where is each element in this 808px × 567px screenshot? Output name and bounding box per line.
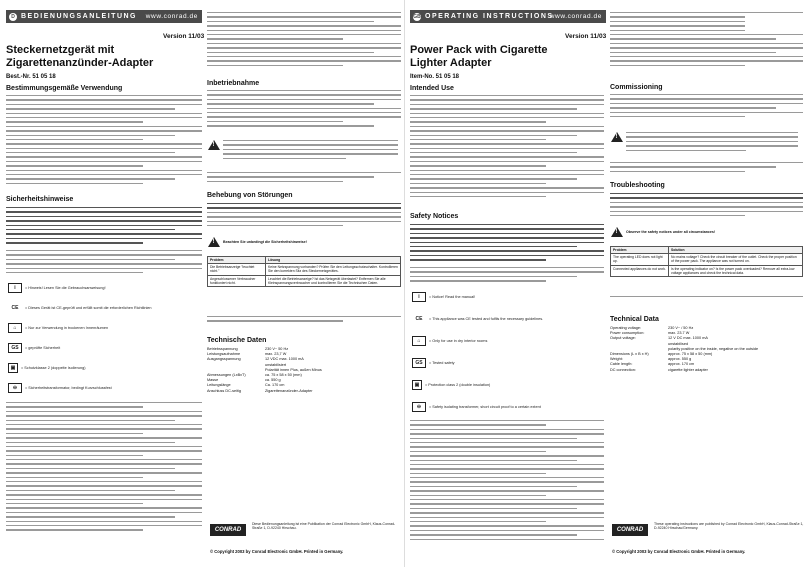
spec-row: unstabilisiert [265, 362, 287, 367]
warning-icon: ! [208, 237, 220, 247]
en-heading-tech: Technical Data [610, 316, 659, 323]
table-row: Connected appliances do not work. Is the operating indicator on? Is the power pack overloaded? Remove all extra-low voltage appliances and check the technical data. [611, 265, 803, 276]
double-square-icon: ▣ [8, 363, 18, 373]
en-symbol-indoor: ⌂ = Only for use in dry interior rooms [412, 336, 487, 346]
spec-row: Anschluss DC-seitig Zigarettenanzünder-Adapter [207, 388, 313, 393]
de-header-icon: D [9, 13, 17, 21]
book-icon: i [412, 292, 426, 302]
de-col2-top-text [207, 12, 401, 74]
house-icon: ⌂ [8, 323, 22, 333]
en-header-icon: GB [413, 13, 421, 20]
de-safety-text [6, 250, 202, 278]
de-symbol-ce: CE = Dieses Gerät ist CE-geprüft und erfüllt somit die erforderlichen Richtlinien [8, 303, 152, 313]
double-square-icon: ▣ [412, 380, 422, 390]
de-trouble-text [207, 203, 401, 233]
de-header-bar [6, 10, 202, 23]
page-divider [404, 0, 405, 567]
en-symbol-gs: GS = Tested safety [412, 358, 455, 368]
de-symbol-class2: ▣ = Schutzklasse 2 (doppelte Isolierung) [8, 363, 85, 373]
en-trouble-note: ! Observe the safety notices under all circumstances! [611, 227, 801, 237]
spec-row: Leistungsaufnahme max. 23,7 W [207, 352, 287, 357]
de-title-line2: Zigarettenanzünder-Adapter [6, 57, 154, 69]
de-heading-safety: Sicherheitshinweise [6, 196, 74, 203]
spec-row: Output voltage: 12 V DC max. 1000 mA [610, 336, 708, 341]
spec-row: Betriebsspannung 230 V~ 50 Hz [207, 347, 289, 351]
en-symbol-notice: i = Notice! Read the manual! [412, 292, 475, 302]
spec-row: DC connection: cigarette lighter adapter [610, 367, 708, 372]
spec-row: Polarität innen Plus, außen Minus [265, 367, 322, 372]
table-row: The operating LED does not light up. No mains voltage? Check the circuit breaker of the outlet. Check the proper position of the power pack. The appliance was not turned on. [611, 254, 803, 265]
en-conrad-logo: CONRAD [612, 524, 648, 536]
de-title-line1: Steckernetzgerät mit [6, 44, 115, 56]
spec-row: Cable length: approx. 170 cm [610, 362, 695, 367]
de-footer-text: Diese Bedienungsanleitung ist eine Publikation der Conrad Electronic GmbH, Klaus-Conrad-Straße 1, D-92240 Hirschau. [252, 522, 396, 531]
spec-row: Dimensions (L x B x H) approx. 75 x 58 x 50 (mm) [610, 352, 713, 357]
gs-icon: GS [412, 358, 426, 368]
en-warning-1 [611, 132, 801, 154]
de-safety-warning-text [6, 207, 202, 247]
de-version: Version 11/03 [163, 33, 205, 40]
spec-row: Power consumption: max. 23.7 W [610, 331, 690, 336]
en-col2-top-text [610, 12, 803, 78]
en-specs [610, 326, 758, 373]
de-warning-1 [208, 140, 400, 164]
warning-icon: ! [208, 140, 220, 150]
table-row: Die Betriebsanzeige "leuchtet nicht." Keine Netzspannung vorhanden? Prüfen Sie den Leitungsschutzschalter. Kontrollieren Sie den korrekten Sitz des Steckernetzgerätes. [208, 264, 401, 275]
de-commissioning-text-2 [207, 172, 401, 188]
en-commissioning-text [610, 94, 803, 124]
de-symbol-indoor: ⌂ = Nur zur Verwendung in trockenen Innenräumen [8, 323, 108, 333]
en-symbol-transformer: ⊖ = Safety isolating transformer, short circuit proof to a certain extent [412, 402, 541, 412]
en-copyright: © Copyright 2003 by Conrad Electronic GmbH. Printed in Germany. [612, 549, 746, 554]
spec-row: Operating voltage: 230 V~ / 50 Hz [610, 326, 694, 330]
de-repair-note [207, 316, 401, 330]
spec-row: unstabilised [668, 341, 689, 346]
en-symbol-ce: CE = This appliance was CE tested and fulfils the necessary guidelines. [412, 314, 543, 324]
en-safety-warning-text [410, 224, 604, 264]
de-item-number: Best.-Nr. 51 05 18 [6, 74, 56, 80]
spec-row: polarity positive on the inside, negative on the outside [668, 346, 759, 351]
en-heading-safety: Safety Notices [410, 213, 459, 220]
en-title-line2: Lighter Adapter [410, 57, 492, 69]
ce-icon: CE [412, 314, 426, 324]
spec-row: Weight: approx. 550 g [610, 357, 692, 362]
de-specs [207, 347, 322, 394]
en-table-head-solution: Solution [669, 247, 803, 254]
spec-row: Abmessungen (LxBxT) ca. 75 x 58 x 50 (mm) [207, 373, 302, 378]
en-header-bar [410, 10, 606, 23]
de-header-url: www.conrad.de [145, 13, 198, 20]
en-repair-note [610, 296, 803, 304]
de-heading-intended-use: Bestimmungsgemäße Verwendung [6, 85, 123, 92]
de-header-title: BEDIENUNGSANLEITUNG [21, 13, 138, 20]
spec-row: Leitungslänge Ca. 170 cm [207, 383, 285, 388]
en-trouble-table [610, 246, 803, 277]
en-header-url: www.conrad.de [549, 13, 602, 20]
de-trouble-note: ! Beachten Sie unbedingt die Sicherheitshinweise! [208, 237, 400, 247]
de-table-head-solution: Lösung [266, 257, 401, 264]
de-copyright: © Copyright 2003 by Conrad Electronic GmbH. Printed in Germany. [210, 549, 344, 554]
de-heading-tech: Technische Daten [207, 337, 267, 344]
en-header-title: OPERATING INSTRUCTIONS [425, 13, 554, 20]
de-symbol-gs: GS = geprüfte Sicherheit [8, 343, 60, 353]
en-heading-troubleshooting: Troubleshooting [610, 182, 665, 189]
en-trouble-text [610, 193, 803, 223]
warning-icon: ! [611, 132, 623, 142]
de-safety-body-text [6, 402, 202, 552]
en-safety-body-text [410, 420, 604, 560]
en-symbol-class2: ▣ = Protection class 2 (double insulation) [412, 380, 490, 390]
transformer-icon: ⊖ [8, 383, 22, 393]
de-symbol-notice: i = Hinweis! Lesen Sie die Gebrauchsanweisung! [8, 283, 106, 293]
en-commissioning-text-2 [610, 162, 803, 178]
en-intended-use-text [410, 95, 604, 205]
en-title-line1: Power Pack with Cigarette [410, 44, 548, 56]
en-heading-commissioning: Commissioning [610, 84, 663, 91]
en-item-number: Item-No. 51 05 18 [410, 74, 460, 80]
warning-icon: ! [611, 227, 623, 237]
en-heading-intended-use: Intended Use [410, 85, 454, 92]
de-trouble-table [207, 256, 401, 287]
de-commissioning-text [207, 90, 401, 132]
de-heading-troubleshooting: Behebung von Störungen [207, 192, 293, 199]
en-safety-text [410, 267, 604, 287]
en-table-head-problem: Problem [611, 247, 669, 254]
transformer-icon: ⊖ [412, 402, 426, 412]
en-version: Version 11/03 [565, 33, 607, 40]
spec-row: Masse ca. 550 g [207, 378, 281, 383]
de-intended-use-text [6, 95, 202, 189]
en-footer-text: These operating instructions are published by Conrad Electronic GmbH, Klaus-Conrad-Straße 1, D-92240 Hirschau/Germany. [654, 522, 804, 531]
spec-row: Ausgangsspannung 12 VDC max. 1000 mA [207, 357, 304, 362]
house-icon: ⌂ [412, 336, 426, 346]
ce-icon: CE [8, 303, 22, 313]
de-table-head-problem: Problem [208, 257, 266, 264]
table-row: Angeschlossener Verbraucher funktioniert nicht. Leuchtet die Betriebsanzeige? Ist das Netzgerät überlastet? Entfernen Sie alle Kleinspannungsverbraucher und kontrollieren Sie die Technischen Daten. [208, 275, 401, 286]
book-icon: i [8, 283, 22, 293]
de-symbol-transformer: ⊖ = Sicherheitstransformator, bedingt Kurzschlussfest [8, 383, 112, 393]
de-conrad-logo: CONRAD [210, 524, 246, 536]
de-heading-commissioning: Inbetriebnahme [207, 80, 260, 87]
gs-icon: GS [8, 343, 22, 353]
